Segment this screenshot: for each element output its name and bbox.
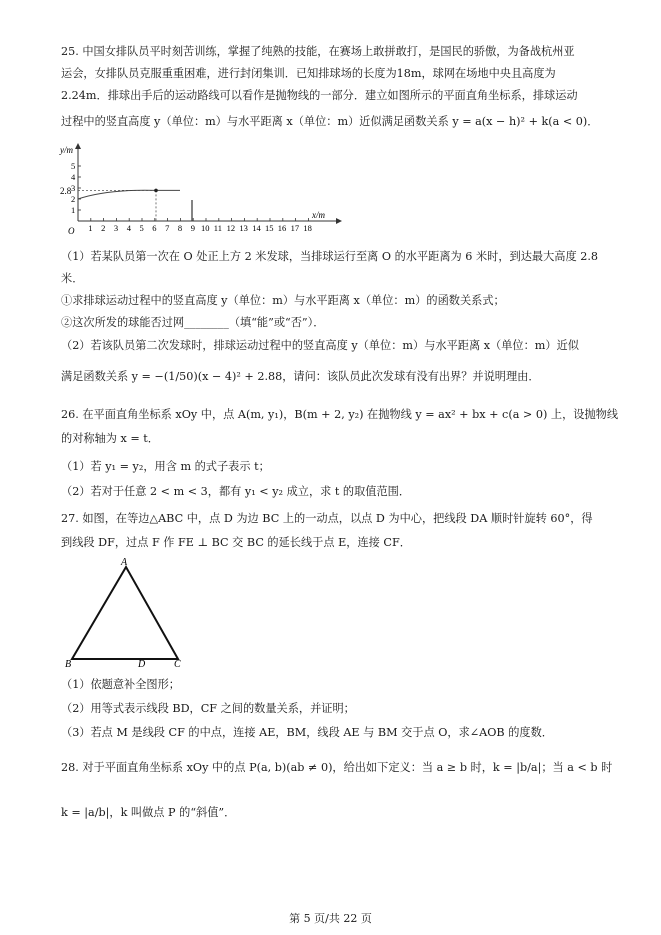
x-tick-label: 4 [126, 223, 131, 233]
x-tick-label: 18 [303, 223, 312, 233]
q25-part1-line-1: （1）若某队员第一次在 O 处正上方 2 米发球，当排球运行至离 O 的水平距离为 6 米时，到达最大高度 2.8 [61, 250, 598, 263]
graph-y-ticks [71, 161, 81, 215]
q27-line-1: 27. 如图，在等边△ABC 中，点 D 为边 BC 上的一动点，以点 D 为中心，把线段 DA 顺时针旋转 60°，得 [61, 512, 593, 525]
x-tick-label: 1 [88, 223, 93, 233]
q25-line-4: 过程中的竖直高度 y（单位：m）与水平距离 x（单位：m）近似满足函数关系 y = a(x − h)² + k(a < 0)． [61, 115, 599, 128]
q25-part2-line-2: 满足函数关系 y = −(1/50)(x − 4)² + 2.88，请问：该队员此次发球有没有出界？并说明理由． [61, 370, 540, 383]
graph-vertex-point [154, 189, 158, 193]
label-a: A [121, 557, 128, 568]
x-tick-label: 7 [165, 223, 170, 233]
x-tick-label: 10 [201, 223, 210, 233]
x-tick-label: 15 [265, 223, 274, 233]
q25-line-2: 运会，女排队员克服重重困难，进行封闭集训．已知排球场的长度为18m，球网在场地中央且高度为 [61, 67, 556, 80]
q26-line-1: 26. 在平面直角坐标系 xOy 中，点 A(m, y₁)，B(m + 2, y₂) 在抛物线 y = ax² + bx + c(a > 0) 上，设抛物线 [61, 408, 619, 421]
q28-line-2: k = |a/b|，k 叫做点 P 的“斜值”． [61, 806, 236, 819]
q27-part-1: （1）依题意补全图形； [61, 678, 180, 691]
q26-part-2: （2）若对于任意 2 < m < 3，都有 y₁ < y₂ 成立，求 t 的取值范围． [61, 485, 411, 498]
x-tick-label: 14 [252, 223, 261, 233]
graph-origin-label: O [68, 226, 75, 236]
graph-y-arrow [75, 143, 81, 149]
label-d: D [138, 659, 146, 669]
graph-x-arrow [336, 218, 342, 224]
q25-part1-line-2: 米． [61, 272, 84, 285]
q25-graph [58, 143, 358, 238]
graph-ball-trajectory [78, 190, 180, 199]
page-footer: 第 5 页/共 22 页 [289, 912, 372, 925]
x-tick-label: 16 [277, 223, 287, 233]
q26-line-2: 的对称轴为 x = t． [61, 432, 159, 445]
q27-triangle-figure [60, 557, 200, 669]
x-tick-label: 13 [239, 223, 248, 233]
q28-line-1: 28. 对于平面直角坐标系 xOy 中的点 P(a, b)(ab ≠ 0)，给出如下定义：当 a ≥ b 时，k = |b/a|；当 a < b 时 [61, 761, 613, 774]
q27-line-2: 到线段 DF，过点 F 作 FE ⊥ BC 交 BC 的延长线于点 E，连接 CF． [61, 536, 411, 549]
q25-part1-sub-1: ①求排球运动过程中的竖直高度 y（单位：m）与水平距离 x（单位：m）的函数关系式； [61, 294, 505, 307]
triangle-abc [72, 567, 178, 659]
q25-part1-sub-2: ②这次所发的球能否过网________（填“能”或“否”）． [61, 316, 325, 329]
y-tick-label: 3 [71, 183, 76, 193]
label-b: B [65, 659, 72, 669]
graph-x-ticks [88, 218, 312, 233]
q25-line-3: 2.24m．排球出手后的运动路线可以看作是抛物线的一部分．建立如图所示的平面直角坐标系，排球运动 [61, 89, 578, 102]
q25-part2-line-1: （2）若该队员第二次发球时，排球运动过程中的竖直高度 y（单位：m）与水平距离 x（单位：m）近似 [61, 339, 579, 352]
x-tick-label: 6 [152, 223, 157, 233]
graph-x-axis-label: x/m [312, 210, 325, 220]
graph-y-axis-label: y/m [60, 145, 73, 155]
x-tick-label: 12 [226, 223, 236, 233]
label-c: C [174, 659, 181, 669]
x-tick-label: 3 [113, 223, 119, 233]
y-tick-label: 5 [71, 161, 76, 171]
x-tick-label: 11 [213, 223, 222, 233]
x-tick-label: 17 [290, 223, 300, 233]
y-tick-label: 4 [71, 172, 76, 182]
q27-part-2: （2）用等式表示线段 BD，CF 之间的数量关系，并证明； [61, 702, 355, 715]
graph-2.8-label: 2.8 [60, 186, 72, 196]
q26-part-1: （1）若 y₁ = y₂，用含 m 的式子表示 t； [61, 460, 270, 473]
y-tick-label: 1 [71, 205, 76, 215]
q27-part-3: （3）若点 M 是线段 CF 的中点，连接 AE，BM，线段 AE 与 BM 交于点 O，求∠AOB 的度数． [61, 726, 553, 739]
q25-line-1: 25. 中国女排队员平时刻苦训练，掌握了纯熟的技能，在赛场上敢拼敢打，是国民的骄傲，为备战杭州亚 [61, 45, 575, 58]
x-tick-label: 8 [177, 223, 183, 233]
x-tick-label: 2 [101, 223, 106, 233]
y-tick-label: 2 [71, 194, 76, 204]
x-tick-label: 5 [139, 223, 144, 233]
x-tick-label: 9 [190, 223, 195, 233]
